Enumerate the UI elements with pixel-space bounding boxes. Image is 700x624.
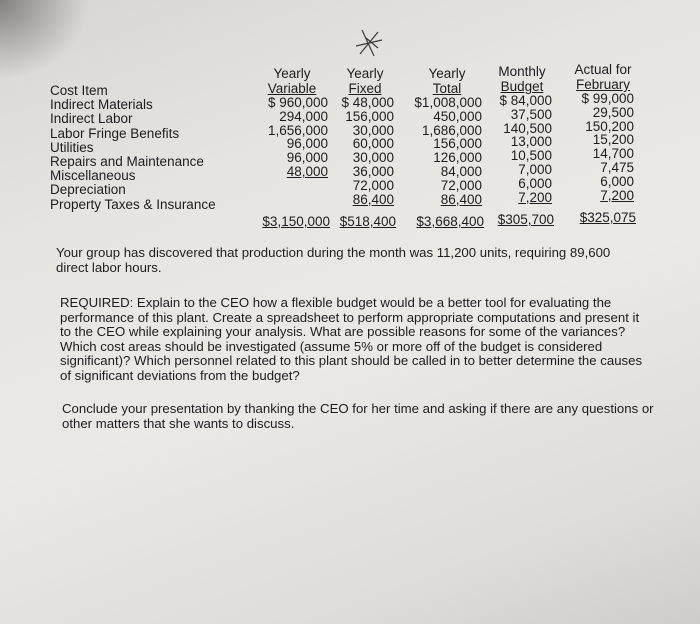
- corner-shadow: [0, 0, 90, 80]
- actual-cell: 29,500: [592, 104, 634, 120]
- header-budget-line2: Budget: [500, 79, 544, 94]
- budget-cell: 7,000: [518, 161, 552, 177]
- variable-cell: 48,000: [286, 163, 328, 179]
- cost-item-column: [50, 84, 216, 212]
- pen-scribble-mark: [352, 26, 388, 60]
- fixed-column: [336, 66, 394, 206]
- actual-cell: 7,200: [600, 187, 634, 203]
- variable-cell: $ 960,000: [267, 95, 328, 110]
- variable-cell: 294,000: [279, 108, 328, 124]
- actual-cell: 6,000: [600, 173, 634, 189]
- actual-total: $325,075: [579, 210, 636, 225]
- header-cost-item: Cost Item: [50, 83, 108, 98]
- header-total-line1: Yearly: [428, 66, 466, 81]
- header-budget-line1: Monthly: [498, 64, 546, 79]
- header-variable-line2: Variable: [267, 81, 317, 96]
- actual-cell: $ 99,000: [581, 91, 634, 106]
- variable-column: [256, 66, 328, 179]
- actual-cell: 150,200: [585, 118, 634, 134]
- header-actual-line2: February: [575, 77, 631, 92]
- budget-total: $305,700: [497, 212, 554, 227]
- total-cell: 72,000: [440, 177, 482, 193]
- item-label: Utilities: [50, 139, 94, 155]
- variable-cell: 1,656,000: [267, 122, 328, 138]
- total-cell: 126,000: [433, 150, 482, 166]
- actual-cell: 14,700: [592, 146, 634, 162]
- conclusion-instructions: Conclude your presentation by thanking the CEO for her time and asking if there are any questions or other matters that she wants to discuss.: [62, 401, 654, 431]
- total-cell: 156,000: [433, 136, 482, 152]
- actual-cell: 7,475: [600, 159, 634, 175]
- item-label: Miscellaneous: [50, 168, 136, 184]
- header-fixed-line1: Yearly: [346, 66, 384, 81]
- production-note: Your group has discovered that production during the month was 11,200 units, requiring 89,600 direct labor hours.: [56, 245, 611, 275]
- total-cell: 450,000: [433, 108, 482, 124]
- budget-cell: 10,500: [510, 148, 552, 164]
- actual-cell: 15,200: [592, 132, 634, 148]
- item-label: Property Taxes & Insurance: [50, 196, 216, 212]
- budget-column: [492, 64, 552, 204]
- variable-cell: 96,000: [286, 150, 328, 166]
- budget-cell: 7,200: [518, 189, 552, 205]
- total-total: $3,668,400: [416, 214, 484, 229]
- variable-total: $3,150,000: [262, 214, 330, 229]
- item-label: Labor Fringe Benefits: [50, 125, 180, 141]
- item-label: Repairs and Maintenance: [50, 154, 204, 170]
- total-cell: 84,000: [440, 163, 482, 179]
- fixed-cell: 72,000: [352, 177, 394, 193]
- item-label: Indirect Labor: [50, 111, 133, 127]
- fixed-total: $518,400: [339, 214, 396, 229]
- fixed-cell: $ 48,000: [341, 95, 394, 110]
- fixed-cell: 86,400: [352, 191, 394, 207]
- variable-cell: 96,000: [286, 136, 328, 152]
- header-total-line2: Total: [432, 81, 462, 96]
- fixed-cell: 60,000: [352, 136, 394, 152]
- total-cell: 86,400: [440, 191, 482, 207]
- budget-cell: 6,000: [518, 175, 552, 191]
- fixed-cell: 36,000: [352, 163, 394, 179]
- fixed-cell: 156,000: [345, 108, 394, 124]
- item-label: Depreciation: [50, 182, 126, 198]
- required-instructions: REQUIRED: Explain to the CEO how a flexible budget would be a better tool for evaluating the performance of this plant. Create a spreadsheet to perform appropriate computations and present it to the CEO while explaining your analysis. What are possible reasons for some of the variances? Which cost areas should be investigated (assume 5% or more off of the budget is considered significant)? Which personnel related to this plant should be called in to better determine the causes of significant deviations from the budget?: [60, 295, 643, 383]
- budget-cell: $ 84,000: [499, 93, 552, 108]
- fixed-cell: 30,000: [352, 150, 394, 166]
- budget-cell: 140,500: [503, 120, 552, 136]
- total-cell: $1,008,000: [414, 95, 482, 110]
- header-fixed-line2: Fixed: [348, 81, 382, 96]
- budget-cell: 13,000: [510, 134, 552, 150]
- total-column: [412, 66, 482, 206]
- actual-column: [572, 62, 634, 202]
- fixed-cell: 30,000: [352, 122, 394, 138]
- item-label: Indirect Materials: [50, 97, 153, 113]
- total-cell: 1,686,000: [421, 122, 482, 138]
- header-variable-line1: Yearly: [273, 66, 311, 81]
- budget-cell: 37,500: [510, 106, 552, 122]
- header-actual-line1: Actual for: [574, 62, 632, 77]
